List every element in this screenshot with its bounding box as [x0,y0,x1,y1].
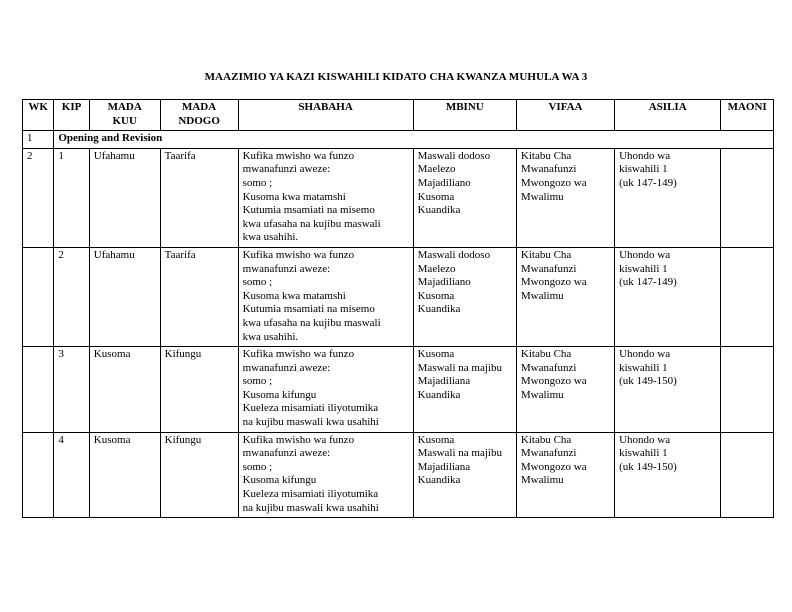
cell-kip: 4 [54,432,89,518]
cell-line: (uk 147-149) [619,276,677,289]
cell-wk [23,247,54,346]
cell-line: Mwalimu [520,474,564,487]
cell-mada-kuu: Kusoma [89,347,160,433]
cell-shabaha [238,148,413,247]
cell-line: kiswahili 1 [619,361,668,374]
header-maoni: MAONI [721,100,774,131]
cell-line: Mwanafunzi [520,361,577,374]
cell-wk [23,432,54,518]
cell-line: Kitabu Cha [520,433,572,446]
cell-asilia [615,347,721,433]
cell-shabaha [238,347,413,433]
cell-line: Kusoma [417,289,455,302]
header-mada-ndogo [160,100,238,131]
cell-line: Maswali dodoso [417,149,491,162]
cell-mbinu [413,148,516,247]
cell-line: Kitabu Cha [520,348,572,361]
cell-line: mwanafunzi aweze: [242,447,331,460]
cell-line: Kuandika [417,474,461,487]
cell-line: na kujibu maswali kwa usahihi [242,501,379,514]
cell-line: Kusoma kwa matamshi [242,190,346,203]
cell-mbinu [413,432,516,518]
header-vifaa: VIFAA [516,100,614,131]
cell-line: somo ; [242,176,273,189]
cell-line: kwa ufasaha na kujibu maswali [242,217,381,230]
cell-line: mwanafunzi aweze: [242,262,331,275]
cell-line: Mwongozo wa [520,176,587,189]
cell-line: somo ; [242,276,273,289]
header-kip: KIP [54,100,89,131]
cell-mada-kuu: Ufahamu [89,247,160,346]
cell-line: Mwongozo wa [520,276,587,289]
cell-asilia [615,247,721,346]
cell-maoni [721,432,774,518]
cell-line: Maelezo [417,163,456,176]
cell-line: Mwongozo wa [520,375,587,388]
lesson-row [23,148,774,247]
cell-line: Kusoma [417,190,455,203]
cell-line: somo ; [242,460,273,473]
cell-vifaa [516,247,614,346]
cell-mada-ndogo: Taarifa [160,148,238,247]
lesson-row [23,347,774,433]
cell-line: na kujibu maswali kwa usahihi [242,416,379,429]
cell-mada-ndogo: Taarifa [160,247,238,346]
cell-line: kwa usahihi. [242,330,299,343]
cell-vifaa [516,432,614,518]
cell-line: Kufika mwisho wa funzo [242,348,355,361]
cell-line: Kusoma kwa matamshi [242,289,346,302]
cell-kip: 1 [54,148,89,247]
header-mada-ndogo-line: NDOGO [178,114,220,127]
cell-line: Maelezo [417,262,456,275]
cell-line: Mwalimu [520,289,564,302]
cell-line: Kuandika [417,204,461,217]
cell-line: kiswahili 1 [619,262,668,275]
header-mbinu: MBINU [413,100,516,131]
cell-line: Kueleza misamiati iliyotumika [242,488,379,501]
cell-kip: 3 [54,347,89,433]
cell-line: Kueleza misamiati iliyotumika [242,402,379,415]
cell-line: Uhondo wa [619,248,671,261]
header-mada-ndogo-line: MADA [181,101,217,113]
cell-line: kwa usahihi. [242,231,299,244]
cell-line: Mwanafunzi [520,163,577,176]
header-wk: WK [23,100,54,131]
cell-line: Maswali na majibu [417,447,502,460]
cell-line: Majadiliano [417,176,471,189]
cell-line: Mwanafunzi [520,447,577,460]
cell-line: Majadiliano [417,276,471,289]
cell-line: mwanafunzi aweze: [242,361,331,374]
opening-label-cell: Opening and Revision [54,131,774,149]
cell-shabaha [238,432,413,518]
lesson-row [23,247,774,346]
cell-line: (uk 149-150) [619,460,677,473]
cell-line: Uhondo wa [619,433,671,446]
cell-mada-kuu: Ufahamu [89,148,160,247]
cell-line: Kutumia msamiati na misemo [242,303,375,316]
header-mada-kuu-line: MADA [107,101,142,113]
cell-shabaha [238,247,413,346]
cell-line: kiswahili 1 [619,163,668,176]
header-mada-kuu [89,100,160,131]
cell-line: Kusoma kifungu [242,388,317,401]
cell-line: Kufika mwisho wa funzo [242,149,355,162]
cell-mada-kuu: Kusoma [89,432,160,518]
cell-line: Kufika mwisho wa funzo [242,248,355,261]
cell-line: Kuandika [417,303,461,316]
cell-vifaa [516,347,614,433]
cell-line: kwa ufasaha na kujibu maswali [242,316,381,329]
cell-mada-ndogo: Kifungu [160,347,238,433]
cell-maoni [721,347,774,433]
cell-mbinu [413,347,516,433]
page-title: MAAZIMIO YA KAZI KISWAHILI KIDATO CHA KWANZA MUHULA WA 3 [204,71,588,83]
cell-line: Kitabu Cha [520,248,572,261]
cell-line: Kusoma kifungu [242,474,317,487]
cell-maoni [721,247,774,346]
cell-line: (uk 147-149) [619,176,677,189]
cell-wk [23,347,54,433]
cell-line: Majadiliana [417,460,471,473]
lesson-row [23,432,774,518]
cell-line: Kuandika [417,388,461,401]
cell-line: Kutumia msamiati na misemo [242,204,375,217]
opening-week-cell: 1 [23,131,54,149]
cell-asilia [615,148,721,247]
cell-kip: 2 [54,247,89,346]
header-mada-kuu-line: KUU [112,114,137,127]
cell-maoni [721,148,774,247]
cell-line: Kusoma [417,433,455,446]
cell-line: Mwalimu [520,190,564,203]
cell-line: Kufika mwisho wa funzo [242,433,355,446]
cell-line: Mwanafunzi [520,262,577,275]
scheme-of-work-table [22,99,774,518]
cell-mbinu [413,247,516,346]
cell-line: (uk 149-150) [619,375,677,388]
opening-row [23,131,774,149]
cell-line: Majadiliana [417,375,471,388]
cell-line: Maswali na majibu [417,361,502,374]
cell-wk: 2 [23,148,54,247]
cell-line: Maswali dodoso [417,248,491,261]
cell-mada-ndogo: Kifungu [160,432,238,518]
cell-line: Mwalimu [520,388,564,401]
cell-line: kiswahili 1 [619,447,668,460]
header-shabaha: SHABAHA [238,100,413,131]
cell-line: Uhondo wa [619,348,671,361]
cell-line: somo ; [242,375,273,388]
cell-asilia [615,432,721,518]
header-row [23,100,774,131]
cell-line: Kusoma [417,348,455,361]
cell-line: Mwongozo wa [520,460,587,473]
cell-line: Uhondo wa [619,149,671,162]
header-asilia: ASILIA [615,100,721,131]
cell-vifaa [516,148,614,247]
cell-line: Kitabu Cha [520,149,572,162]
cell-line: mwanafunzi aweze: [242,163,331,176]
